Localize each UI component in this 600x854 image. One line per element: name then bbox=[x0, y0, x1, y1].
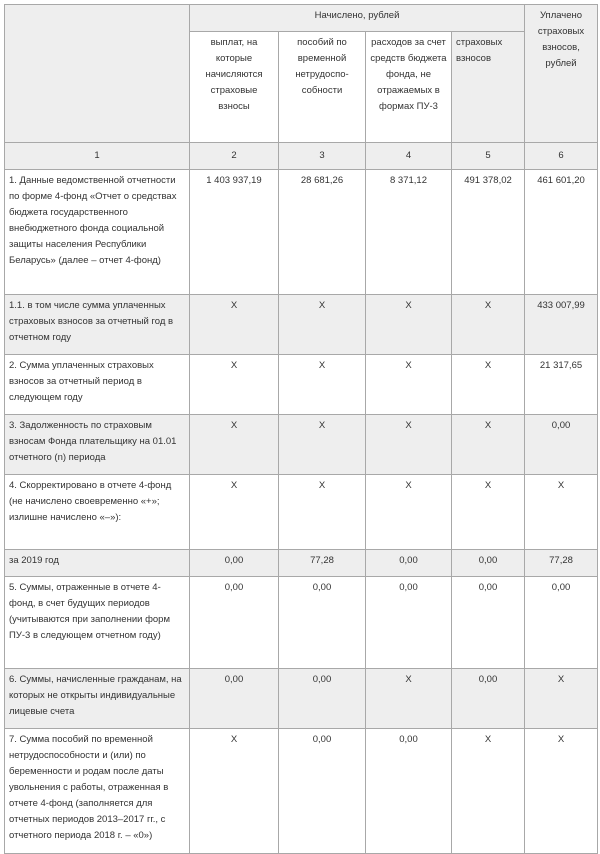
table-row bbox=[5, 669, 598, 729]
cell-paid: 433 007,99 bbox=[525, 295, 598, 355]
header-col-budget-expenses: расходов за счет средств бюджета фонда, не отражаемых в формах ПУ-3 bbox=[366, 32, 452, 143]
row-label: 5. Суммы, отраженные в отчете 4-фонд, в счет будущих периодов (учитываются при заполнении форм ПУ-3 в следующем отчетном году) bbox=[5, 577, 190, 669]
cell-sick-benefits: 0,00 bbox=[279, 729, 366, 854]
table-row bbox=[5, 415, 598, 475]
table-row bbox=[5, 475, 598, 550]
cell-payments: 0,00 bbox=[190, 669, 279, 729]
cell-contributions: Х bbox=[452, 295, 525, 355]
cell-budget-expenses: Х bbox=[366, 355, 452, 415]
header-col-contributions: страховых взносов bbox=[452, 32, 525, 143]
cell-payments: 0,00 bbox=[190, 550, 279, 577]
cell-payments: 0,00 bbox=[190, 577, 279, 669]
cell-sick-benefits: 28 681,26 bbox=[279, 170, 366, 295]
column-number: 5 bbox=[452, 143, 525, 170]
cell-payments: Х bbox=[190, 415, 279, 475]
cell-sick-benefits: Х bbox=[279, 415, 366, 475]
row-label: 3. Задолженность по страховым взносам Фонда плательщику на 01.01 отчетного (n) периода bbox=[5, 415, 190, 475]
cell-budget-expenses: Х bbox=[366, 669, 452, 729]
accrued-group-header: Начислено, рублей bbox=[190, 5, 525, 32]
table-row bbox=[5, 170, 598, 295]
row-label: 1. Данные ведомственной отчетности по форме 4-фонд «Отчет о средствах бюджета государственного внебюджетного фонда социальной защиты населения Республики Беларусь» (далее – отчет 4-фонд) bbox=[5, 170, 190, 295]
cell-paid: Х bbox=[525, 669, 598, 729]
row-label: за 2019 год bbox=[5, 550, 190, 577]
cell-payments: 1 403 937,19 bbox=[190, 170, 279, 295]
column-number: 3 bbox=[279, 143, 366, 170]
cell-contributions: 491 378,02 bbox=[452, 170, 525, 295]
cell-budget-expenses: 0,00 bbox=[366, 550, 452, 577]
cell-budget-expenses: 0,00 bbox=[366, 729, 452, 854]
cell-paid: 77,28 bbox=[525, 550, 598, 577]
cell-contributions: Х bbox=[452, 355, 525, 415]
row-label: 6. Суммы, начисленные гражданам, на которых не открыты индивидуальные лицевые счета bbox=[5, 669, 190, 729]
cell-sick-benefits: Х bbox=[279, 355, 366, 415]
cell-contributions: Х bbox=[452, 415, 525, 475]
header-row-top bbox=[5, 5, 598, 32]
table-row bbox=[5, 550, 598, 577]
cell-paid: 461 601,20 bbox=[525, 170, 598, 295]
cell-contributions: 0,00 bbox=[452, 577, 525, 669]
column-number: 6 bbox=[525, 143, 598, 170]
cell-budget-expenses: Х bbox=[366, 475, 452, 550]
report-table bbox=[4, 4, 598, 854]
cell-payments: Х bbox=[190, 295, 279, 355]
paid-contributions-header: Уплачено страховых взносов, рублей bbox=[525, 5, 598, 143]
cell-payments: Х bbox=[190, 355, 279, 415]
cell-budget-expenses: 0,00 bbox=[366, 577, 452, 669]
table-row bbox=[5, 729, 598, 854]
cell-paid: 0,00 bbox=[525, 415, 598, 475]
cell-contributions: Х bbox=[452, 475, 525, 550]
cell-contributions: 0,00 bbox=[452, 550, 525, 577]
table-row bbox=[5, 295, 598, 355]
cell-paid: 21 317,65 bbox=[525, 355, 598, 415]
cell-sick-benefits: Х bbox=[279, 475, 366, 550]
column-number: 1 bbox=[5, 143, 190, 170]
cell-sick-benefits: 0,00 bbox=[279, 669, 366, 729]
row-label: 7. Сумма пособий по временной нетрудоспособности и (или) по беременности и родам после даты увольнения с работы, отраженная в отчете 4-фонд (заполняется для отчетных периодов 2013–2017 гг., с отчетного периода 2018 г. – «0») bbox=[5, 729, 190, 854]
cell-paid: 0,00 bbox=[525, 577, 598, 669]
column-number: 2 bbox=[190, 143, 279, 170]
header-col-payments: выплат, на которые начисляются страховые взносы bbox=[190, 32, 279, 143]
cell-sick-benefits: 77,28 bbox=[279, 550, 366, 577]
cell-budget-expenses: 8 371,12 bbox=[366, 170, 452, 295]
row-label: 1.1. в том числе сумма уплаченных страховых взносов за отчетный год в отчетном году bbox=[5, 295, 190, 355]
table-row bbox=[5, 577, 598, 669]
row-label: 4. Скорректировано в отчете 4-фонд (не начислено своевременно «+»; излишне начислено «–»): bbox=[5, 475, 190, 550]
cell-sick-benefits: 0,00 bbox=[279, 577, 366, 669]
table-row bbox=[5, 355, 598, 415]
cell-budget-expenses: Х bbox=[366, 415, 452, 475]
cell-payments: Х bbox=[190, 475, 279, 550]
column-number-row bbox=[5, 143, 598, 170]
cell-payments: Х bbox=[190, 729, 279, 854]
cell-contributions: 0,00 bbox=[452, 669, 525, 729]
cell-paid: Х bbox=[525, 729, 598, 854]
row-label: 2. Сумма уплаченных страховых взносов за отчетный период в следующем году bbox=[5, 355, 190, 415]
cell-sick-benefits: Х bbox=[279, 295, 366, 355]
cell-paid: Х bbox=[525, 475, 598, 550]
header-col-sick-benefits: пособий по временной нетрудоспособности bbox=[279, 32, 366, 143]
cell-budget-expenses: Х bbox=[366, 295, 452, 355]
header-corner-cell bbox=[5, 5, 190, 143]
cell-contributions: Х bbox=[452, 729, 525, 854]
column-number: 4 bbox=[366, 143, 452, 170]
